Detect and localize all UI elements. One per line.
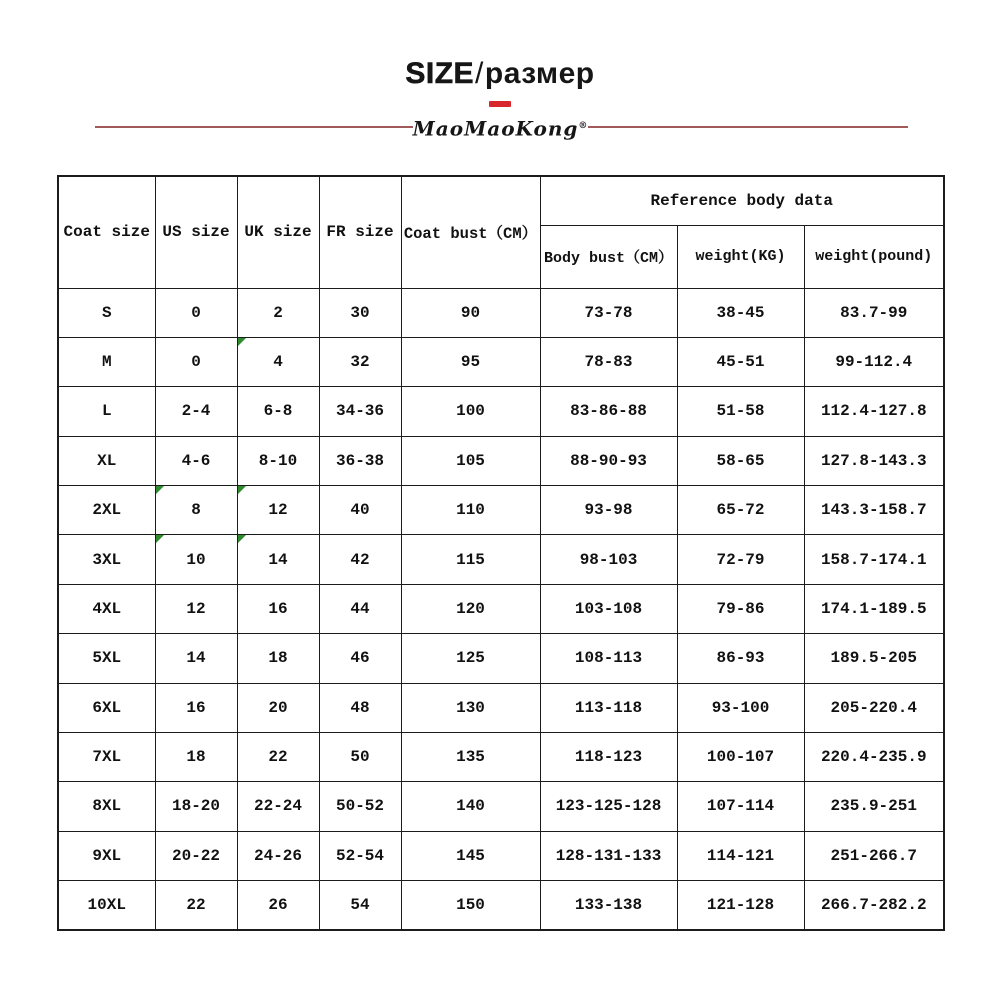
cell-corner-marker-icon xyxy=(238,338,246,346)
table-row xyxy=(58,634,944,683)
table-cell: 48 xyxy=(319,683,401,732)
table-cell: 16 xyxy=(155,683,237,732)
cell-corner-marker-icon xyxy=(238,535,246,543)
table-cell: 22 xyxy=(155,881,237,931)
table-cell: 88-90-93 xyxy=(540,436,677,485)
table-cell: 123-125-128 xyxy=(540,782,677,831)
table-cell: 78-83 xyxy=(540,337,677,386)
table-cell: 8 xyxy=(155,486,237,535)
size-label-cell: 5XL xyxy=(58,634,155,683)
table-cell: 42 xyxy=(319,535,401,584)
size-label-cell: S xyxy=(58,288,155,337)
table-cell: 34-36 xyxy=(319,387,401,436)
table-row xyxy=(58,387,944,436)
table-row xyxy=(58,535,944,584)
table-cell: 6-8 xyxy=(237,387,319,436)
table-cell: 120 xyxy=(401,584,540,633)
column-header-uk-size: UK size xyxy=(237,176,319,288)
table-cell: 113-118 xyxy=(540,683,677,732)
size-label-cell: 3XL xyxy=(58,535,155,584)
table-cell: 112.4-127.8 xyxy=(804,387,944,436)
table-cell: 140 xyxy=(401,782,540,831)
table-header xyxy=(58,176,944,288)
table-cell: 105 xyxy=(401,436,540,485)
cell-corner-marker-icon xyxy=(238,486,246,494)
table-cell: 14 xyxy=(155,634,237,683)
table-cell: 18-20 xyxy=(155,782,237,831)
table-cell: 110 xyxy=(401,486,540,535)
table-cell: 44 xyxy=(319,584,401,633)
table-cell: 79-86 xyxy=(677,584,804,633)
table-cell: 266.7-282.2 xyxy=(804,881,944,931)
table-cell: 51-58 xyxy=(677,387,804,436)
size-label-cell: 7XL xyxy=(58,732,155,781)
table-cell: 103-108 xyxy=(540,584,677,633)
table-cell: 12 xyxy=(155,584,237,633)
table-cell: 8-10 xyxy=(237,436,319,485)
table-row xyxy=(58,337,944,386)
table-cell: 90 xyxy=(401,288,540,337)
table-row xyxy=(58,881,944,931)
table-cell: 72-79 xyxy=(677,535,804,584)
table-row xyxy=(58,732,944,781)
table-cell: 150 xyxy=(401,881,540,931)
table-cell: 114-121 xyxy=(677,831,804,880)
size-label-cell: L xyxy=(58,387,155,436)
table-cell: 4 xyxy=(237,337,319,386)
column-header-coat-bust: Coat bust（CM） xyxy=(401,176,540,288)
table-cell: 108-113 xyxy=(540,634,677,683)
brand-name: MaoMaoKong xyxy=(412,116,579,141)
title-primary: SIZE xyxy=(405,57,475,90)
column-header-fr-size: FR size xyxy=(319,176,401,288)
size-table xyxy=(57,175,945,931)
column-header-coat-size: Coat size xyxy=(58,176,155,288)
size-label-cell: 2XL xyxy=(58,486,155,535)
table-cell: 50 xyxy=(319,732,401,781)
title-separator: / xyxy=(475,57,484,90)
title-secondary: размер xyxy=(484,57,595,90)
table-cell: 32 xyxy=(319,337,401,386)
table-cell: 189.5-205 xyxy=(804,634,944,683)
table-cell: 50-52 xyxy=(319,782,401,831)
divider-line-right xyxy=(588,126,908,128)
table-row xyxy=(58,436,944,485)
table-cell: 174.1-189.5 xyxy=(804,584,944,633)
column-header-weight-pound: weight(pound) xyxy=(804,225,944,288)
table-cell: 83.7-99 xyxy=(804,288,944,337)
table-cell: 133-138 xyxy=(540,881,677,931)
table-cell: 65-72 xyxy=(677,486,804,535)
table-cell: 86-93 xyxy=(677,634,804,683)
table-cell: 16 xyxy=(237,584,319,633)
table-cell: 20 xyxy=(237,683,319,732)
table-cell: 30 xyxy=(319,288,401,337)
group-header-reference-body-data: Reference body data xyxy=(540,176,944,225)
table-cell: 100-107 xyxy=(677,732,804,781)
table-cell: 0 xyxy=(155,288,237,337)
table-cell: 95 xyxy=(401,337,540,386)
table-cell: 83-86-88 xyxy=(540,387,677,436)
table-cell: 98-103 xyxy=(540,535,677,584)
table-cell: 40 xyxy=(319,486,401,535)
table-cell: 115 xyxy=(401,535,540,584)
table-cell: 54 xyxy=(319,881,401,931)
column-header-weight-kg: weight(KG) xyxy=(677,225,804,288)
table-row xyxy=(58,831,944,880)
table-cell: 145 xyxy=(401,831,540,880)
cell-corner-marker-icon xyxy=(156,535,164,543)
column-header-us-size: US size xyxy=(155,176,237,288)
size-label-cell: 8XL xyxy=(58,782,155,831)
table-row xyxy=(58,288,944,337)
page-title xyxy=(0,58,1000,90)
table-cell: 22-24 xyxy=(237,782,319,831)
size-label-cell: XL xyxy=(58,436,155,485)
table-cell: 14 xyxy=(237,535,319,584)
table-cell: 20-22 xyxy=(155,831,237,880)
table-cell: 12 xyxy=(237,486,319,535)
size-label-cell: M xyxy=(58,337,155,386)
table-cell: 38-45 xyxy=(677,288,804,337)
table-cell: 235.9-251 xyxy=(804,782,944,831)
table-cell: 10 xyxy=(155,535,237,584)
table-cell: 251-266.7 xyxy=(804,831,944,880)
table-row xyxy=(58,584,944,633)
table-cell: 2 xyxy=(237,288,319,337)
table-cell: 130 xyxy=(401,683,540,732)
table-cell: 18 xyxy=(237,634,319,683)
table-cell: 0 xyxy=(155,337,237,386)
table-cell: 143.3-158.7 xyxy=(804,486,944,535)
accent-dash xyxy=(489,101,511,107)
table-cell: 73-78 xyxy=(540,288,677,337)
table-row xyxy=(58,486,944,535)
table-cell: 100 xyxy=(401,387,540,436)
table-cell: 93-98 xyxy=(540,486,677,535)
table-cell: 2-4 xyxy=(155,387,237,436)
table-cell: 99-112.4 xyxy=(804,337,944,386)
table-cell: 220.4-235.9 xyxy=(804,732,944,781)
size-label-cell: 10XL xyxy=(58,881,155,931)
table-cell: 135 xyxy=(401,732,540,781)
table-cell: 127.8-143.3 xyxy=(804,436,944,485)
size-label-cell: 6XL xyxy=(58,683,155,732)
registered-mark-icon: ® xyxy=(578,121,588,131)
table-cell: 26 xyxy=(237,881,319,931)
table-body xyxy=(58,288,944,930)
table-cell: 58-65 xyxy=(677,436,804,485)
size-label-cell: 9XL xyxy=(58,831,155,880)
table-cell: 22 xyxy=(237,732,319,781)
table-cell: 46 xyxy=(319,634,401,683)
cell-corner-marker-icon xyxy=(156,486,164,494)
table-row xyxy=(58,782,944,831)
table-cell: 45-51 xyxy=(677,337,804,386)
table-cell: 18 xyxy=(155,732,237,781)
table-cell: 128-131-133 xyxy=(540,831,677,880)
table-cell: 205-220.4 xyxy=(804,683,944,732)
table-cell: 93-100 xyxy=(677,683,804,732)
table-cell: 125 xyxy=(401,634,540,683)
table-cell: 118-123 xyxy=(540,732,677,781)
column-header-body-bust: Body bust（CM） xyxy=(540,225,677,288)
table-row xyxy=(58,683,944,732)
table-cell: 121-128 xyxy=(677,881,804,931)
table-cell: 4-6 xyxy=(155,436,237,485)
table-cell: 107-114 xyxy=(677,782,804,831)
table-cell: 24-26 xyxy=(237,831,319,880)
table-cell: 158.7-174.1 xyxy=(804,535,944,584)
table-cell: 36-38 xyxy=(319,436,401,485)
size-label-cell: 4XL xyxy=(58,584,155,633)
table-cell: 52-54 xyxy=(319,831,401,880)
